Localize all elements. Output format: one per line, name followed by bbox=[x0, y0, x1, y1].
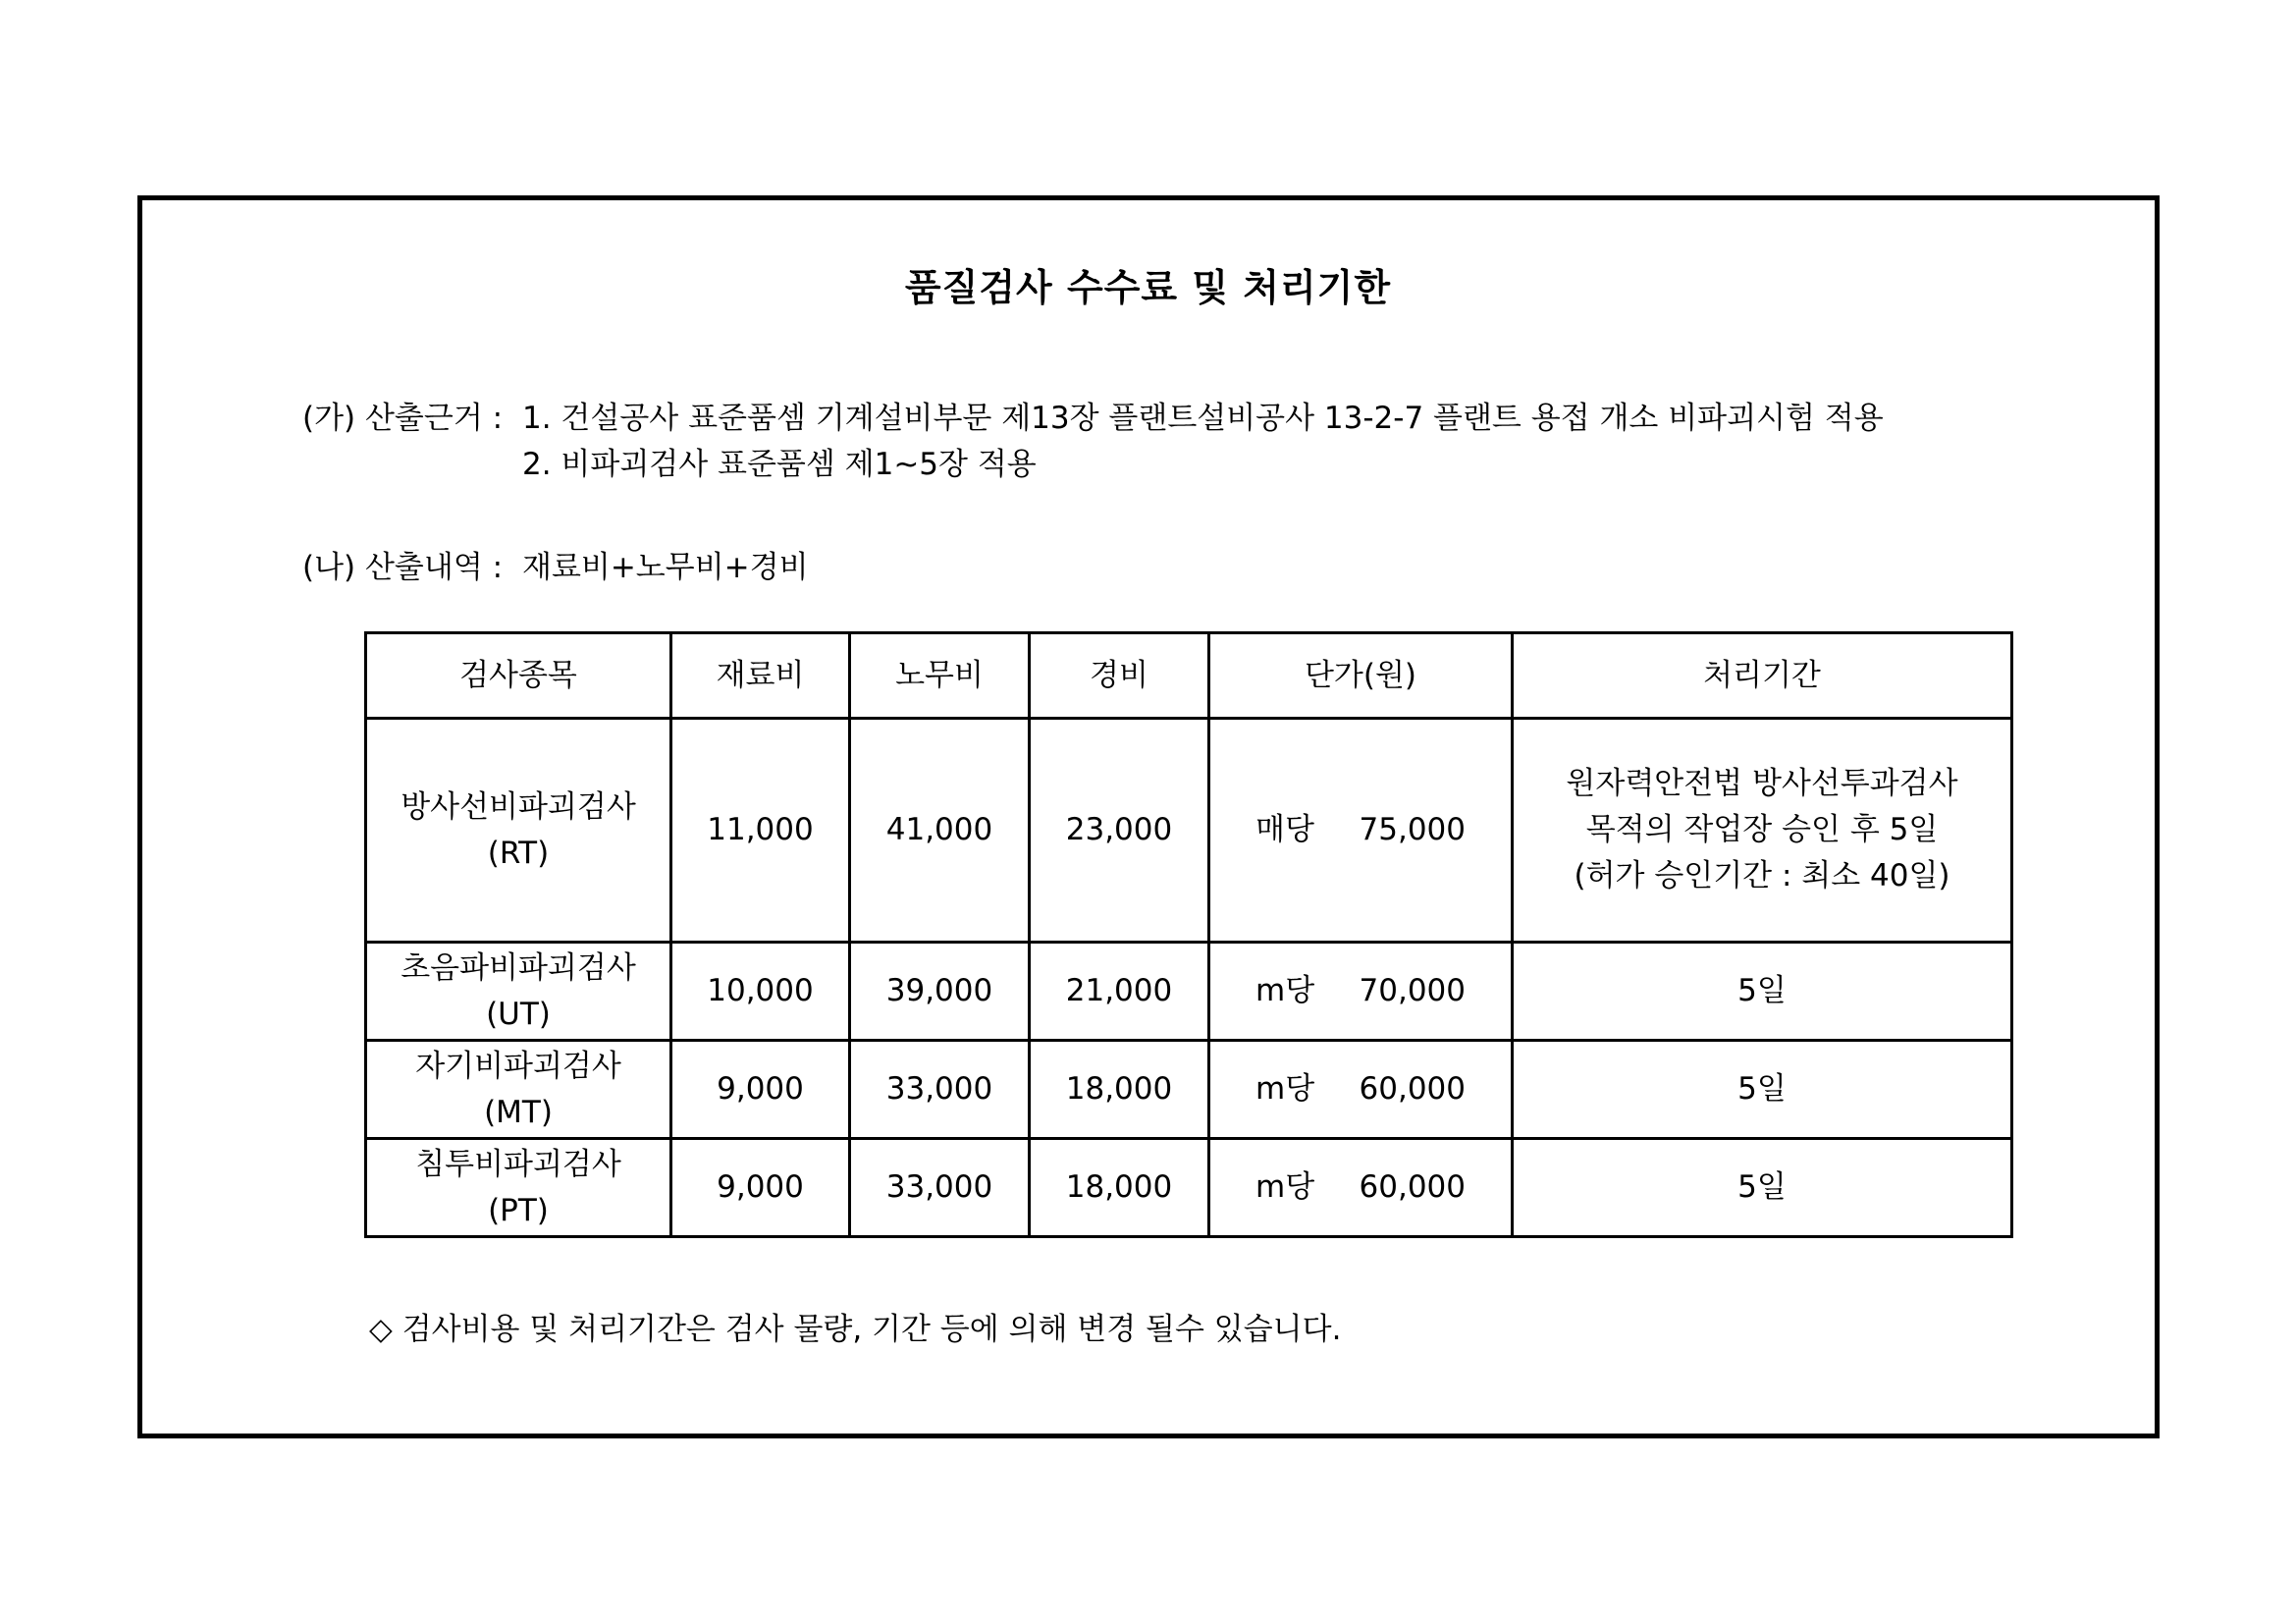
fee-table bbox=[364, 631, 2013, 1238]
item-name: 초음파비파괴검사 bbox=[400, 949, 636, 986]
price-value: 70,000 bbox=[1359, 973, 1466, 1008]
material-cell: 11,000 bbox=[671, 719, 850, 943]
labor-cell: 39,000 bbox=[850, 943, 1030, 1041]
period-cell: 5일 bbox=[1513, 943, 2012, 1041]
period-cell: 5일 bbox=[1513, 1139, 2012, 1237]
item-name: 방사선비파괴검사 bbox=[400, 788, 636, 825]
price-unit: m당 bbox=[1255, 973, 1315, 1008]
expense-cell: 23,000 bbox=[1030, 719, 1209, 943]
header-expense: 경비 bbox=[1030, 633, 1209, 719]
price-cell bbox=[1209, 1041, 1513, 1139]
item-code: (MT) bbox=[484, 1094, 553, 1130]
item-cell bbox=[366, 943, 671, 1041]
table-header-row bbox=[366, 633, 2012, 719]
labor-cell: 41,000 bbox=[850, 719, 1030, 943]
breakdown-label: (나) 산출내역 : bbox=[302, 550, 504, 585]
price-unit: m당 bbox=[1255, 1071, 1315, 1107]
item-code: (PT) bbox=[488, 1192, 549, 1228]
table-row bbox=[366, 943, 2012, 1041]
expense-cell: 18,000 bbox=[1030, 1041, 1209, 1139]
item-name: 침투비파괴검사 bbox=[415, 1146, 621, 1182]
header-unit-price: 단가(원) bbox=[1209, 633, 1513, 719]
item-code: (UT) bbox=[486, 996, 551, 1032]
item-cell bbox=[366, 719, 671, 943]
basis-label: (가) 산출근거 : bbox=[302, 401, 504, 436]
labor-cell: 33,000 bbox=[850, 1139, 1030, 1237]
period-line: 목적의 작업장 승인 후 5일 bbox=[1585, 812, 1939, 847]
period-cell bbox=[1513, 719, 2012, 943]
period-line: 원자력안전법 방사선투과검사 bbox=[1566, 766, 1958, 801]
price-cell bbox=[1209, 1139, 1513, 1237]
table-row bbox=[366, 719, 2012, 943]
table-row bbox=[366, 1139, 2012, 1237]
header-labor: 노무비 bbox=[850, 633, 1030, 719]
price-value: 60,000 bbox=[1359, 1071, 1466, 1107]
material-cell: 10,000 bbox=[671, 943, 850, 1041]
breakdown-line bbox=[302, 542, 809, 586]
item-cell bbox=[366, 1139, 671, 1237]
item-code: (RT) bbox=[487, 835, 550, 871]
price-unit: 매당 bbox=[1255, 812, 1314, 847]
price-cell bbox=[1209, 943, 1513, 1041]
footnote: ◇ 검사비용 및 처리기간은 검사 물량, 기간 등에 의해 변경 될수 있습니다. bbox=[369, 1312, 1342, 1347]
price-value: 75,000 bbox=[1359, 812, 1466, 847]
basis-text-1: 1. 건설공사 표준품셈 기계설비부문 제13장 플랜트설비공사 13-2-7 플랜트 용접 개소 비파괴시험 적용 bbox=[522, 401, 1884, 436]
material-cell: 9,000 bbox=[671, 1139, 850, 1237]
breakdown-text: 재료비+노무비+경비 bbox=[522, 550, 809, 585]
labor-cell: 33,000 bbox=[850, 1041, 1030, 1139]
expense-cell: 18,000 bbox=[1030, 1139, 1209, 1237]
page-title: 품질검사 수수료 및 처리기한 bbox=[904, 266, 1392, 309]
item-name: 자기비파괴검사 bbox=[415, 1048, 621, 1084]
price-unit: m당 bbox=[1255, 1169, 1315, 1205]
expense-cell: 21,000 bbox=[1030, 943, 1209, 1041]
price-cell bbox=[1209, 719, 1513, 943]
price-value: 60,000 bbox=[1359, 1169, 1466, 1205]
basis-line-1 bbox=[302, 393, 1884, 437]
period-cell: 5일 bbox=[1513, 1041, 2012, 1139]
header-material: 재료비 bbox=[671, 633, 850, 719]
header-item: 검사종목 bbox=[366, 633, 671, 719]
basis-line-2: 2. 비파괴검사 표준품셈 제1~5장 적용 bbox=[522, 447, 1037, 482]
header-period: 처리기간 bbox=[1513, 633, 2012, 719]
table-row bbox=[366, 1041, 2012, 1139]
material-cell: 9,000 bbox=[671, 1041, 850, 1139]
item-cell bbox=[366, 1041, 671, 1139]
period-line: (허가 승인기간 : 최소 40일) bbox=[1574, 858, 1950, 893]
